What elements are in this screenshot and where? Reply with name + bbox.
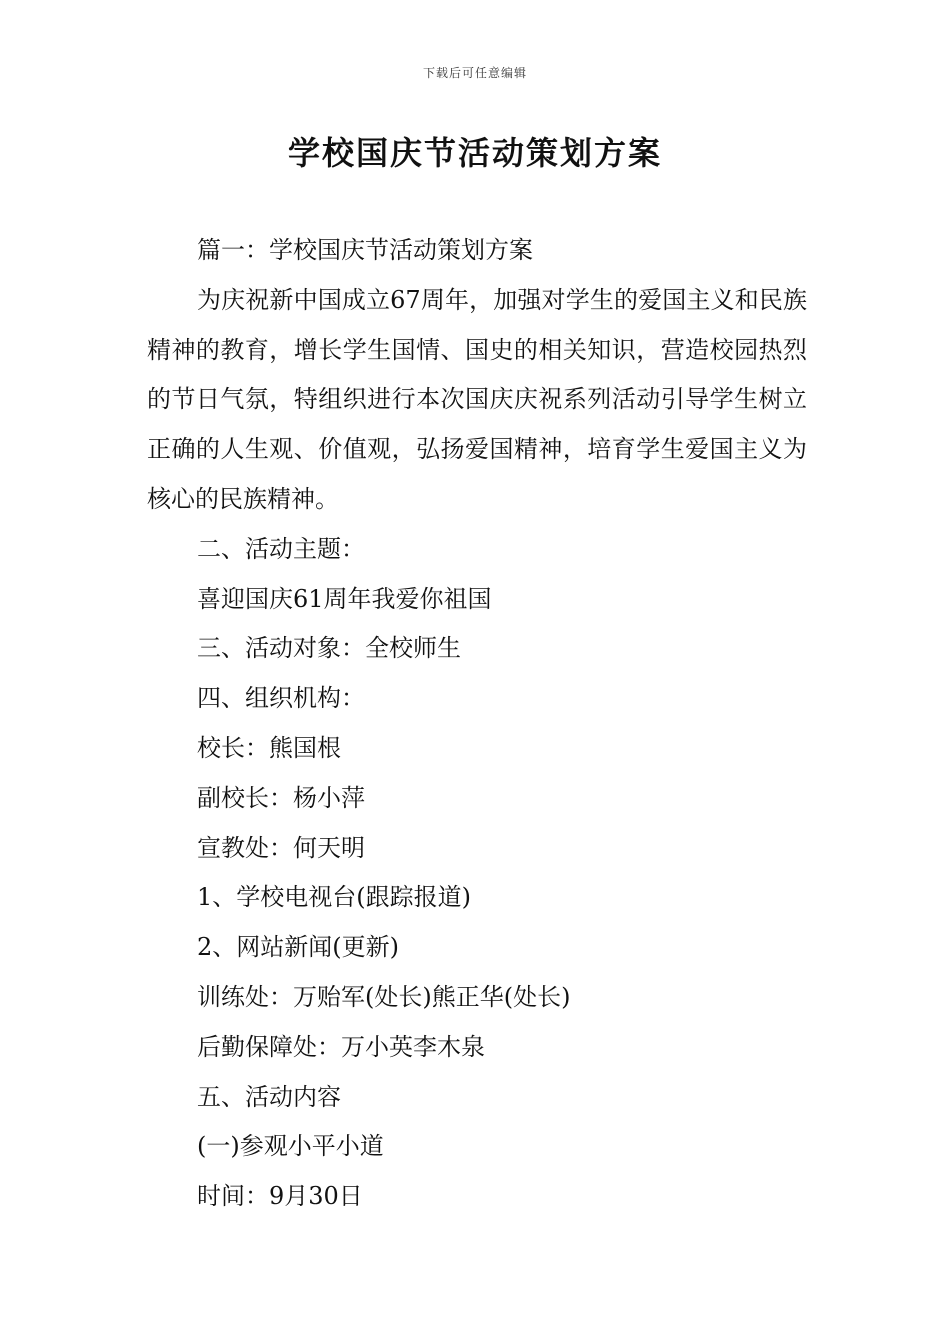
audience-line: 三、活动对象：全校师生 — [197, 634, 461, 663]
intro-paragraph: 为庆祝新中国成立67周年，加强对学生的爱国主义和民族精神的教育，增长学生国情、国史的相关知识，营造校园热烈的节日气氛，特组织进行本次国庆庆祝系列活动引导学生树立正确的人生观、价值观，弘扬爱国精神，培育学生爱国主义为核心的民族精神。 — [147, 285, 807, 513]
header-note: 下载后可任意编辑 — [422, 66, 527, 80]
document-title: 学校国庆节活动策划方案 — [287, 134, 662, 172]
tv-station-line: 1、学校电视台(跟踪报道) — [197, 883, 471, 912]
theme-heading: 二、活动主题： — [197, 534, 365, 563]
theme-text: 喜迎国庆61周年我爱你祖国 — [197, 584, 492, 613]
org-heading: 四、组织机构： — [197, 684, 365, 713]
training-office-line: 训练处：万贻军(处长)熊正华(处长) — [197, 982, 571, 1011]
activity-one-line: (一)参观小平小道 — [197, 1132, 384, 1161]
activity-time-line: 时间：9月30日 — [197, 1182, 363, 1211]
website-news-line: 2、网站新闻(更新) — [197, 933, 399, 962]
vice-principal-line: 副校长：杨小萍 — [197, 783, 365, 812]
content-heading: 五、活动内容 — [197, 1082, 341, 1111]
section-heading: 篇一：学校国庆节活动策划方案 — [197, 236, 533, 264]
principal-line: 校长：熊国根 — [197, 733, 341, 762]
logistics-line: 后勤保障处：万小英李木泉 — [197, 1032, 485, 1061]
document-body — [147, 226, 807, 1222]
propaganda-line: 宣教处：何天明 — [197, 833, 365, 862]
